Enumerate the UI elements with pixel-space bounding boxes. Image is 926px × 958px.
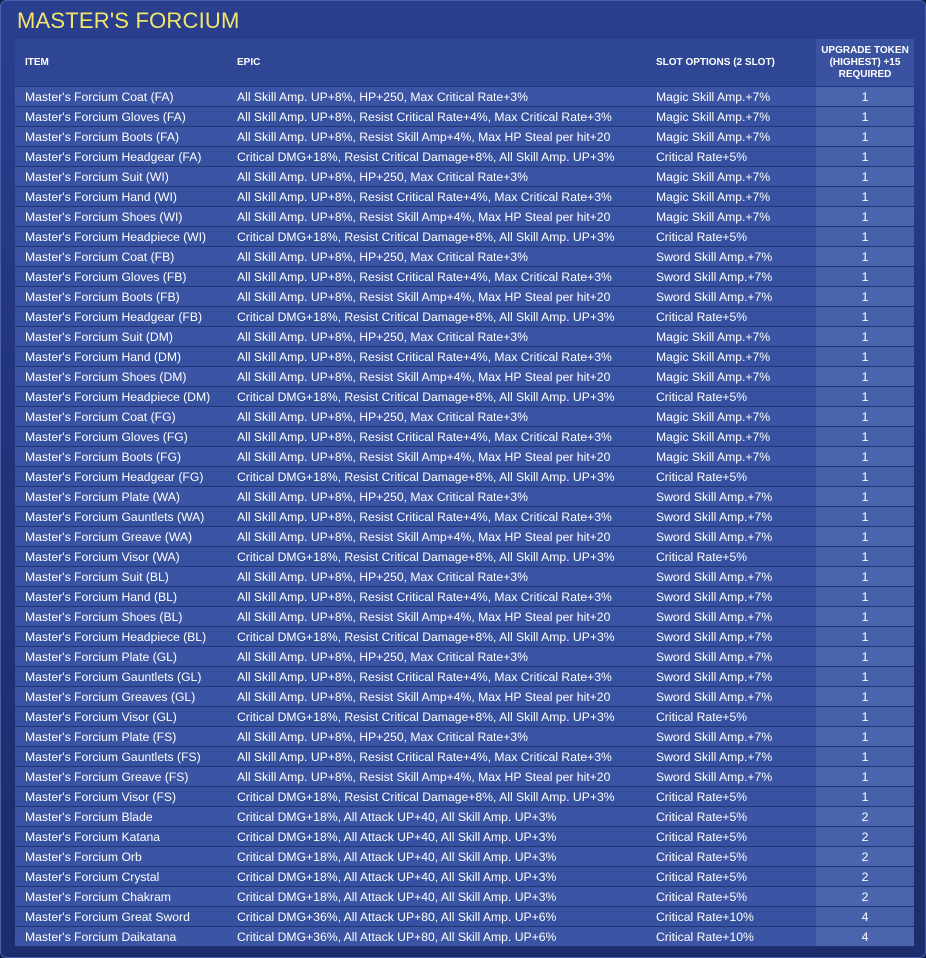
table-row (15, 167, 914, 187)
cell-slot-option: Critical Rate+5% (646, 387, 816, 407)
table-row (15, 87, 914, 107)
cell-item: Master's Forcium Plate (WA) (15, 487, 227, 507)
table-row (15, 227, 914, 247)
cell-upgrade-token: 1 (816, 787, 914, 807)
cell-slot-option: Critical Rate+5% (646, 467, 816, 487)
cell-epic: Critical DMG+18%, Resist Critical Damage+8%, All Skill Amp. UP+3% (227, 147, 646, 167)
cell-slot-option: Sword Skill Amp.+7% (646, 747, 816, 767)
cell-upgrade-token: 1 (816, 107, 914, 127)
cell-slot-option: Magic Skill Amp.+7% (646, 327, 816, 347)
cell-upgrade-token: 1 (816, 667, 914, 687)
table-row (15, 207, 914, 227)
table-body (15, 87, 914, 947)
cell-item: Master's Forcium Boots (FB) (15, 287, 227, 307)
table-row (15, 867, 914, 887)
cell-epic: All Skill Amp. UP+8%, Resist Skill Amp+4%, Max HP Steal per hit+20 (227, 367, 646, 387)
table-row (15, 727, 914, 747)
cell-item: Master's Forcium Hand (WI) (15, 187, 227, 207)
cell-epic: All Skill Amp. UP+8%, Resist Skill Amp+4%, Max HP Steal per hit+20 (227, 287, 646, 307)
cell-upgrade-token: 2 (816, 887, 914, 907)
cell-epic: Critical DMG+36%, All Attack UP+80, All Skill Amp. UP+6% (227, 927, 646, 947)
cell-slot-option: Magic Skill Amp.+7% (646, 367, 816, 387)
table-row (15, 607, 914, 627)
cell-slot-option: Magic Skill Amp.+7% (646, 127, 816, 147)
table-row (15, 707, 914, 727)
cell-upgrade-token: 1 (816, 547, 914, 567)
cell-slot-option: Magic Skill Amp.+7% (646, 87, 816, 107)
cell-epic: All Skill Amp. UP+8%, Resist Critical Rate+4%, Max Critical Rate+3% (227, 507, 646, 527)
cell-item: Master's Forcium Suit (DM) (15, 327, 227, 347)
cell-slot-option: Sword Skill Amp.+7% (646, 607, 816, 627)
cell-item: Master's Forcium Gloves (FA) (15, 107, 227, 127)
table-row (15, 767, 914, 787)
table-row (15, 307, 914, 327)
cell-slot-option: Critical Rate+10% (646, 907, 816, 927)
cell-epic: Critical DMG+18%, Resist Critical Damage+8%, All Skill Amp. UP+3% (227, 227, 646, 247)
header-item: ITEM (15, 39, 227, 87)
cell-item: Master's Forcium Chakram (15, 887, 227, 907)
table-row (15, 247, 914, 267)
cell-slot-option: Critical Rate+5% (646, 847, 816, 867)
cell-upgrade-token: 1 (816, 207, 914, 227)
cell-epic: All Skill Amp. UP+8%, HP+250, Max Critical Rate+3% (227, 247, 646, 267)
cell-item: Master's Forcium Hand (DM) (15, 347, 227, 367)
cell-epic: All Skill Amp. UP+8%, Resist Critical Rate+4%, Max Critical Rate+3% (227, 587, 646, 607)
cell-upgrade-token: 4 (816, 927, 914, 947)
cell-upgrade-token: 1 (816, 747, 914, 767)
cell-item: Master's Forcium Coat (FG) (15, 407, 227, 427)
header-epic: EPIC (227, 39, 646, 87)
cell-upgrade-token: 1 (816, 627, 914, 647)
cell-slot-option: Critical Rate+5% (646, 307, 816, 327)
cell-upgrade-token: 1 (816, 647, 914, 667)
cell-item: Master's Forcium Visor (GL) (15, 707, 227, 727)
table-row (15, 387, 914, 407)
table-row (15, 847, 914, 867)
cell-slot-option: Critical Rate+5% (646, 147, 816, 167)
cell-slot-option: Sword Skill Amp.+7% (646, 287, 816, 307)
cell-slot-option: Critical Rate+5% (646, 707, 816, 727)
cell-slot-option: Sword Skill Amp.+7% (646, 507, 816, 527)
cell-epic: Critical DMG+18%, Resist Critical Damage+8%, All Skill Amp. UP+3% (227, 467, 646, 487)
cell-epic: All Skill Amp. UP+8%, Resist Skill Amp+4%, Max HP Steal per hit+20 (227, 207, 646, 227)
cell-slot-option: Magic Skill Amp.+7% (646, 447, 816, 467)
cell-upgrade-token: 1 (816, 527, 914, 547)
table-row (15, 787, 914, 807)
cell-item: Master's Forcium Suit (WI) (15, 167, 227, 187)
cell-slot-option: Magic Skill Amp.+7% (646, 407, 816, 427)
cell-epic: All Skill Amp. UP+8%, HP+250, Max Critical Rate+3% (227, 487, 646, 507)
cell-slot-option: Sword Skill Amp.+7% (646, 587, 816, 607)
table-row (15, 807, 914, 827)
cell-item: Master's Forcium Headpiece (WI) (15, 227, 227, 247)
cell-item: Master's Forcium Daikatana (15, 927, 227, 947)
cell-item: Master's Forcium Great Sword (15, 907, 227, 927)
table-row (15, 907, 914, 927)
cell-upgrade-token: 4 (816, 907, 914, 927)
cell-item: Master's Forcium Headpiece (BL) (15, 627, 227, 647)
cell-upgrade-token: 1 (816, 587, 914, 607)
cell-epic: All Skill Amp. UP+8%, Resist Critical Rate+4%, Max Critical Rate+3% (227, 667, 646, 687)
cell-item: Master's Forcium Coat (FB) (15, 247, 227, 267)
cell-slot-option: Magic Skill Amp.+7% (646, 347, 816, 367)
page-title: MASTER'S FORCIUM (17, 8, 240, 33)
table-row (15, 107, 914, 127)
cell-epic: All Skill Amp. UP+8%, Resist Critical Rate+4%, Max Critical Rate+3% (227, 747, 646, 767)
cell-item: Master's Forcium Coat (FA) (15, 87, 227, 107)
cell-item: Master's Forcium Shoes (BL) (15, 607, 227, 627)
cell-upgrade-token: 1 (816, 187, 914, 207)
cell-item: Master's Forcium Headgear (FB) (15, 307, 227, 327)
cell-item: Master's Forcium Headgear (FA) (15, 147, 227, 167)
cell-slot-option: Critical Rate+5% (646, 227, 816, 247)
table-row (15, 827, 914, 847)
header-upgrade-token: UPGRADE TOKEN (HIGHEST) +15 REQUIRED (816, 39, 914, 87)
cell-upgrade-token: 1 (816, 387, 914, 407)
cell-slot-option: Critical Rate+5% (646, 787, 816, 807)
table-row (15, 147, 914, 167)
cell-upgrade-token: 1 (816, 767, 914, 787)
cell-epic: All Skill Amp. UP+8%, HP+250, Max Critical Rate+3% (227, 407, 646, 427)
cell-item: Master's Forcium Gloves (FB) (15, 267, 227, 287)
cell-item: Master's Forcium Plate (GL) (15, 647, 227, 667)
cell-upgrade-token: 1 (816, 447, 914, 467)
table-row (15, 547, 914, 567)
cell-epic: All Skill Amp. UP+8%, HP+250, Max Critical Rate+3% (227, 167, 646, 187)
cell-slot-option: Magic Skill Amp.+7% (646, 427, 816, 447)
table-row (15, 467, 914, 487)
cell-upgrade-token: 2 (816, 867, 914, 887)
header-slot-options: SLOT OPTIONS (2 SLOT) (646, 39, 816, 87)
cell-upgrade-token: 1 (816, 327, 914, 347)
cell-slot-option: Sword Skill Amp.+7% (646, 627, 816, 647)
cell-epic: Critical DMG+18%, All Attack UP+40, All Skill Amp. UP+3% (227, 867, 646, 887)
cell-upgrade-token: 1 (816, 287, 914, 307)
cell-upgrade-token: 1 (816, 507, 914, 527)
cell-upgrade-token: 1 (816, 607, 914, 627)
cell-slot-option: Sword Skill Amp.+7% (646, 487, 816, 507)
cell-epic: All Skill Amp. UP+8%, Resist Critical Rate+4%, Max Critical Rate+3% (227, 347, 646, 367)
cell-epic: All Skill Amp. UP+8%, HP+250, Max Critical Rate+3% (227, 87, 646, 107)
table-row (15, 507, 914, 527)
cell-epic: All Skill Amp. UP+8%, HP+250, Max Critical Rate+3% (227, 727, 646, 747)
cell-epic: Critical DMG+18%, All Attack UP+40, All Skill Amp. UP+3% (227, 807, 646, 827)
cell-upgrade-token: 1 (816, 367, 914, 387)
cell-item: Master's Forcium Greaves (GL) (15, 687, 227, 707)
table-row (15, 747, 914, 767)
table-row (15, 927, 914, 947)
table-row (15, 187, 914, 207)
cell-slot-option: Sword Skill Amp.+7% (646, 567, 816, 587)
table-row (15, 447, 914, 467)
cell-upgrade-token: 1 (816, 227, 914, 247)
cell-upgrade-token: 1 (816, 727, 914, 747)
cell-upgrade-token: 1 (816, 127, 914, 147)
cell-upgrade-token: 1 (816, 307, 914, 327)
cell-epic: Critical DMG+18%, Resist Critical Damage+8%, All Skill Amp. UP+3% (227, 547, 646, 567)
cell-epic: All Skill Amp. UP+8%, HP+250, Max Critical Rate+3% (227, 567, 646, 587)
table-row (15, 327, 914, 347)
cell-epic: Critical DMG+18%, All Attack UP+40, All Skill Amp. UP+3% (227, 847, 646, 867)
cell-epic: All Skill Amp. UP+8%, Resist Critical Rate+4%, Max Critical Rate+3% (227, 187, 646, 207)
table-row (15, 267, 914, 287)
table-row (15, 887, 914, 907)
cell-item: Master's Forcium Boots (FA) (15, 127, 227, 147)
cell-item: Master's Forcium Suit (BL) (15, 567, 227, 587)
cell-upgrade-token: 1 (816, 347, 914, 367)
header-row (15, 39, 914, 87)
table-row (15, 587, 914, 607)
table-row (15, 407, 914, 427)
cell-upgrade-token: 1 (816, 147, 914, 167)
cell-epic: All Skill Amp. UP+8%, Resist Critical Rate+4%, Max Critical Rate+3% (227, 267, 646, 287)
cell-item: Master's Forcium Shoes (DM) (15, 367, 227, 387)
cell-epic: All Skill Amp. UP+8%, Resist Skill Amp+4%, Max HP Steal per hit+20 (227, 767, 646, 787)
cell-upgrade-token: 1 (816, 427, 914, 447)
cell-slot-option: Critical Rate+10% (646, 927, 816, 947)
table-row (15, 367, 914, 387)
cell-upgrade-token: 1 (816, 247, 914, 267)
cell-slot-option: Critical Rate+5% (646, 807, 816, 827)
cell-slot-option: Critical Rate+5% (646, 547, 816, 567)
cell-epic: All Skill Amp. UP+8%, HP+250, Max Critical Rate+3% (227, 647, 646, 667)
table-row (15, 567, 914, 587)
cell-item: Master's Forcium Blade (15, 807, 227, 827)
cell-epic: All Skill Amp. UP+8%, Resist Critical Rate+4%, Max Critical Rate+3% (227, 427, 646, 447)
table-row (15, 427, 914, 447)
cell-upgrade-token: 2 (816, 807, 914, 827)
cell-item: Master's Forcium Visor (WA) (15, 547, 227, 567)
cell-item: Master's Forcium Crystal (15, 867, 227, 887)
cell-epic: Critical DMG+18%, All Attack UP+40, All Skill Amp. UP+3% (227, 827, 646, 847)
cell-item: Master's Forcium Gloves (FG) (15, 427, 227, 447)
cell-slot-option: Critical Rate+5% (646, 887, 816, 907)
cell-item: Master's Forcium Greave (FS) (15, 767, 227, 787)
table-row (15, 287, 914, 307)
cell-slot-option: Sword Skill Amp.+7% (646, 247, 816, 267)
cell-slot-option: Magic Skill Amp.+7% (646, 207, 816, 227)
cell-item: Master's Forcium Katana (15, 827, 227, 847)
cell-epic: Critical DMG+18%, Resist Critical Damage+8%, All Skill Amp. UP+3% (227, 787, 646, 807)
cell-slot-option: Critical Rate+5% (646, 827, 816, 847)
cell-epic: All Skill Amp. UP+8%, HP+250, Max Critical Rate+3% (227, 327, 646, 347)
cell-slot-option: Sword Skill Amp.+7% (646, 527, 816, 547)
cell-slot-option: Sword Skill Amp.+7% (646, 267, 816, 287)
cell-item: Master's Forcium Visor (FS) (15, 787, 227, 807)
cell-item: Master's Forcium Boots (FG) (15, 447, 227, 467)
cell-slot-option: Magic Skill Amp.+7% (646, 107, 816, 127)
cell-upgrade-token: 2 (816, 827, 914, 847)
cell-upgrade-token: 1 (816, 687, 914, 707)
cell-item: Master's Forcium Gauntlets (WA) (15, 507, 227, 527)
cell-epic: All Skill Amp. UP+8%, Resist Skill Amp+4%, Max HP Steal per hit+20 (227, 607, 646, 627)
cell-item: Master's Forcium Gauntlets (FS) (15, 747, 227, 767)
table-row (15, 647, 914, 667)
cell-upgrade-token: 1 (816, 407, 914, 427)
table-row (15, 667, 914, 687)
cell-epic: All Skill Amp. UP+8%, Resist Critical Rate+4%, Max Critical Rate+3% (227, 107, 646, 127)
cell-epic: All Skill Amp. UP+8%, Resist Skill Amp+4%, Max HP Steal per hit+20 (227, 447, 646, 467)
cell-epic: All Skill Amp. UP+8%, Resist Skill Amp+4%, Max HP Steal per hit+20 (227, 527, 646, 547)
cell-epic: Critical DMG+18%, All Attack UP+40, All Skill Amp. UP+3% (227, 887, 646, 907)
cell-epic: Critical DMG+36%, All Attack UP+80, All Skill Amp. UP+6% (227, 907, 646, 927)
cell-slot-option: Sword Skill Amp.+7% (646, 667, 816, 687)
cell-item: Master's Forcium Plate (FS) (15, 727, 227, 747)
cell-item: Master's Forcium Orb (15, 847, 227, 867)
cell-slot-option: Sword Skill Amp.+7% (646, 767, 816, 787)
cell-slot-option: Sword Skill Amp.+7% (646, 687, 816, 707)
cell-upgrade-token: 1 (816, 267, 914, 287)
table-row (15, 127, 914, 147)
cell-epic: Critical DMG+18%, Resist Critical Damage+8%, All Skill Amp. UP+3% (227, 387, 646, 407)
cell-item: Master's Forcium Gauntlets (GL) (15, 667, 227, 687)
table-row (15, 527, 914, 547)
cell-upgrade-token: 2 (816, 847, 914, 867)
cell-item: Master's Forcium Headpiece (DM) (15, 387, 227, 407)
cell-upgrade-token: 1 (816, 87, 914, 107)
cell-item: Master's Forcium Greave (WA) (15, 527, 227, 547)
table-row (15, 627, 914, 647)
table-header (15, 39, 914, 87)
cell-epic: Critical DMG+18%, Resist Critical Damage+8%, All Skill Amp. UP+3% (227, 307, 646, 327)
cell-item: Master's Forcium Hand (BL) (15, 587, 227, 607)
cell-upgrade-token: 1 (816, 167, 914, 187)
cell-epic: All Skill Amp. UP+8%, Resist Skill Amp+4%, Max HP Steal per hit+20 (227, 127, 646, 147)
cell-item: Master's Forcium Shoes (WI) (15, 207, 227, 227)
table-row (15, 347, 914, 367)
cell-epic: All Skill Amp. UP+8%, Resist Skill Amp+4%, Max HP Steal per hit+20 (227, 687, 646, 707)
cell-slot-option: Magic Skill Amp.+7% (646, 187, 816, 207)
cell-slot-option: Critical Rate+5% (646, 867, 816, 887)
cell-item: Master's Forcium Headgear (FG) (15, 467, 227, 487)
cell-epic: Critical DMG+18%, Resist Critical Damage+8%, All Skill Amp. UP+3% (227, 707, 646, 727)
table-row (15, 487, 914, 507)
cell-upgrade-token: 1 (816, 707, 914, 727)
cell-slot-option: Sword Skill Amp.+7% (646, 727, 816, 747)
cell-slot-option: Magic Skill Amp.+7% (646, 167, 816, 187)
forcium-table (15, 39, 914, 947)
cell-upgrade-token: 1 (816, 467, 914, 487)
cell-epic: Critical DMG+18%, Resist Critical Damage+8%, All Skill Amp. UP+3% (227, 627, 646, 647)
table-row (15, 687, 914, 707)
cell-slot-option: Sword Skill Amp.+7% (646, 647, 816, 667)
cell-upgrade-token: 1 (816, 487, 914, 507)
cell-upgrade-token: 1 (816, 567, 914, 587)
